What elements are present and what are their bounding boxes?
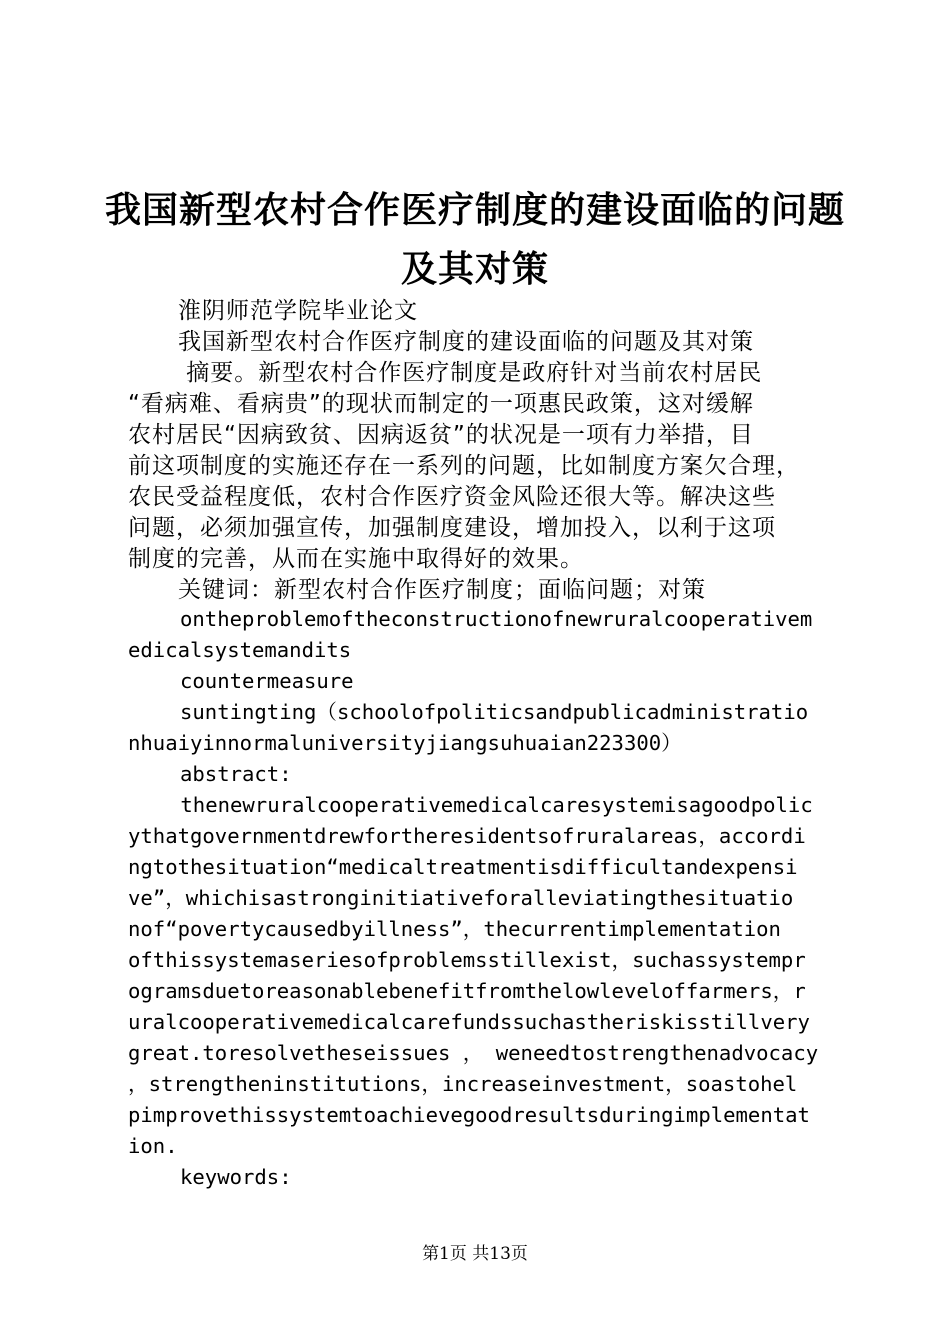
keywords-heading: keywords: [180,1165,292,1189]
body-line: 制度的完善，从而在实施中取得好的效果。 [128,546,584,572]
abstract-line: ogramsduetoreasonablebenefitfromthelowleveloffarmers，r [128,979,806,1003]
document-title-line-2: 及其对策 [400,248,549,290]
author-line: suntingting（schoolofpoliticsandpublicadministratio [180,700,809,724]
abstract-line: great.toresolvetheseissues ， weneedtostrengthenadvocacy [128,1041,819,1065]
abstract-line: pimprovethissystemtoachievegoodresultsduringimplementat [128,1103,810,1127]
body-line: 前这项制度的实施还存在一系列的问题，比如制度方案欠合理， [128,453,800,479]
document-title-line-1: 我国新型农村合作医疗制度的建设面临的问题 [104,189,845,231]
body-line: 摘要。新型农村合作医疗制度是政府针对当前农村居民 [178,360,763,386]
english-title-line: countermeasure [180,669,354,693]
body-line: 问题，必须加强宣传，加强制度建设，增加投入，以利于这项 [128,515,776,541]
abstract-line: nof“povertycausedbyillness”，thecurrentimplementation [128,917,781,941]
author-line: nhuaiyinnormaluniversityjiangsuhuaian223300） [128,731,682,755]
body-line: 农村居民“因病致贫、因病返贫”的状况是一项有力举措，目 [128,422,754,448]
page-number-footer: 第1页 共13页 [422,1244,528,1264]
body-line: “看病难、看病贵”的现状而制定的一项惠民政策，这对缓解 [128,391,754,417]
abstract-line: uralcooperativemedicalcarefundssuchastheriskisstillvery [128,1010,810,1034]
abstract-line: ，strengtheninstitutions，increaseinvestment，soastohel [128,1072,798,1096]
keywords-cn-line: 关键词：新型农村合作医疗制度；面临问题；对策 [178,577,706,603]
body-line: 农民受益程度低，农村合作医疗资金风险还很大等。解决这些 [128,484,776,510]
abstract-line: ofthissystemaseriesofproblemsstillexist，suchassystempr [128,948,806,972]
abstract-heading: abstract: [180,762,292,786]
body-line: 我国新型农村合作医疗制度的建设面临的问题及其对策 [178,329,754,355]
body-line: 淮阴师范学院毕业论文 [178,298,418,324]
abstract-line: ve”，whichisastronginitiativeforalleviatingthesituatio [128,886,794,910]
abstract-line: ythatgovernmentdrewfortheresidentsofruralareas，accordi [128,824,806,848]
english-title-line: edicalsystemandits [128,638,352,662]
abstract-line: ngtothesituation“medicaltreatmentisdifficultandexpensi [128,855,798,879]
abstract-line: thenewruralcooperativemedicalcaresystemisagoodpolic [168,793,813,817]
english-title-line: ontheproblemoftheconstructionofnewruralcooperativem [180,607,813,631]
abstract-line: ion. [128,1134,178,1158]
